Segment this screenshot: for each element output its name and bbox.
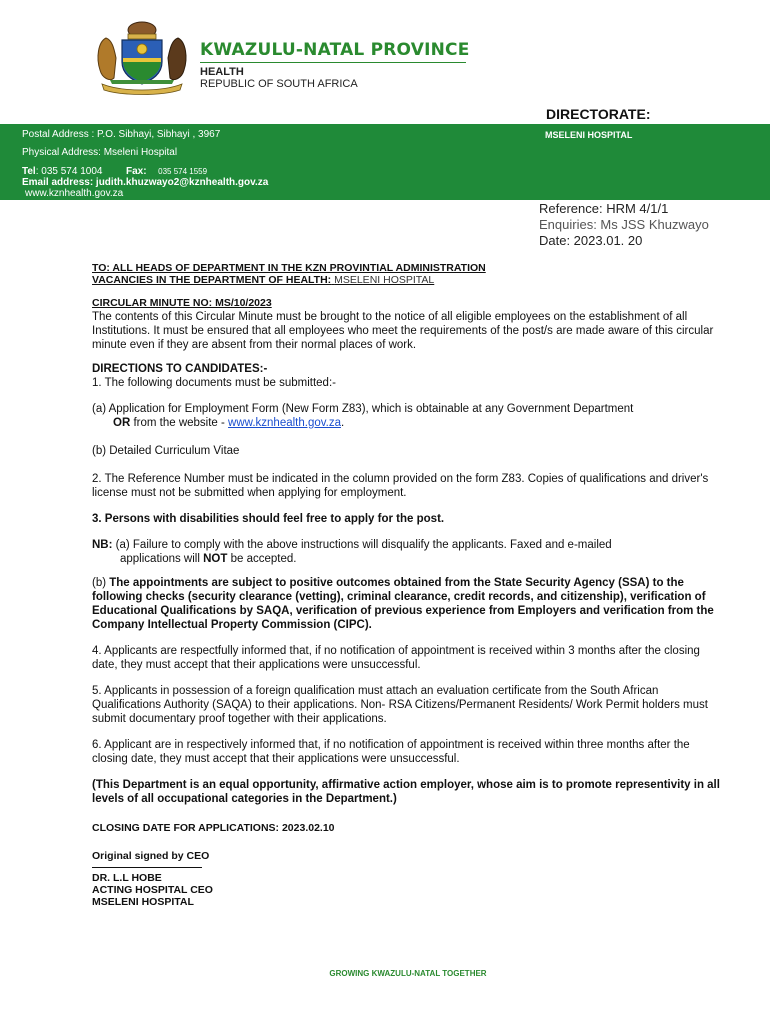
nb-text-2a: applications will	[120, 553, 204, 565]
letterhead-brand	[200, 40, 470, 90]
shield-green-base	[123, 62, 161, 82]
email-address: Email address: judith.khuzwayo2@kznhealth.gov.za	[22, 177, 269, 188]
vacancies-line	[92, 274, 724, 286]
directorate-label: DIRECTORATE:	[546, 106, 651, 122]
item-b-vetting	[92, 576, 724, 632]
circular-number: CIRCULAR MINUTE NO: MS/10/2023	[92, 297, 272, 309]
signature-line	[92, 862, 202, 868]
addressee-line: TO: ALL HEADS OF DEPARTMENT IN THE KZN PROVINTIAL ADMINISTRATION	[92, 262, 486, 274]
vacancies-hospital: MSELENI HOSPITAL	[334, 274, 435, 286]
department-name: HEALTH	[200, 66, 244, 78]
country-name: REPUBLIC OF SOUTH AFRICA	[200, 78, 358, 90]
signatory-name: DR. L.L HOBE	[92, 872, 162, 884]
point-4: 4. Applicants are respectfully informed that, if no notification of appointment is received within 3 months after the closing date, they must accept that their applications were unsuccessful.	[92, 645, 700, 671]
nb-line	[92, 538, 724, 552]
nb-line-2	[92, 552, 724, 566]
website[interactable]: www.kznhealth.gov.za	[25, 188, 124, 199]
item-a-end: .	[340, 417, 345, 429]
directions-heading: DIRECTIONS TO CANDIDATES:-	[92, 363, 268, 375]
kznhealth-link[interactable]: www.kznhealth.gov.za	[228, 417, 341, 429]
letter-date: Date: 2023.01. 20	[539, 233, 643, 248]
crest-band	[128, 34, 156, 39]
point-3: 3. Persons with disabilities should feel free to apply for the post.	[92, 513, 445, 525]
circular-body	[92, 262, 724, 908]
contact-band	[0, 124, 770, 200]
vacancies-text: VACANCIES IN THE DEPARTMENT OF HEALTH:	[92, 274, 332, 286]
wildebeest-supporter	[168, 38, 186, 80]
signatory-org: MSELENI HOSPITAL	[92, 896, 194, 908]
physical-address: Physical Address: Mseleni Hospital	[22, 147, 178, 158]
crest-grass	[110, 80, 174, 84]
enquiries: Enquiries: Ms JSS Khuzwayo	[539, 217, 709, 232]
directorate-hospital: MSELENI HOSPITAL	[545, 130, 633, 140]
signed-by: Original signed by CEO	[92, 850, 210, 862]
intro-paragraph: The contents of this Circular Minute must be brought to the notice of all eligible employees on the establishment of all Institutions. It must be ensured that all employees who meet the requirements of the post/s are made aware of this circular minute even if they are absent from their normal places of work.	[92, 311, 714, 351]
fax-label: Fax:	[126, 166, 147, 177]
brand-divider	[200, 62, 466, 63]
lion-supporter	[98, 38, 116, 80]
tel-value: : 035 574 1004	[35, 166, 103, 177]
shield-stripe	[123, 58, 161, 62]
reference-block	[539, 201, 709, 249]
point-6: 6. Applicant are in respectively informed that, if no notification of appointment is received within three months after the closing date, they must accept that their applications were unsuccessful.	[92, 739, 690, 765]
footer-slogan	[0, 969, 770, 978]
kzn-coat-of-arms-logo	[92, 18, 192, 96]
item-a-from: from the website -	[130, 417, 229, 429]
tel-fax-line	[22, 166, 207, 177]
closing-date: CLOSING DATE FOR APPLICATIONS: 2023.02.10	[92, 822, 335, 834]
tel-label: Tel	[22, 166, 36, 177]
item-a-line: (a) Application for Employment Form (New Form Z83), which is obtainable at any Government Department	[92, 403, 634, 415]
equal-opportunity-statement: (This Department is an equal opportunity, affirmative action employer, whose aim is to promote representivity in all levels of all occupational categories in the Department.)	[92, 779, 720, 805]
signatory-title: ACTING HOSPITAL CEO	[92, 884, 213, 896]
item-b-vetting-text: The appointments are subject to positive outcomes obtained from the State Security Agency (SSA) to the following checks (security clearance (vetting), criminal clearance, credit records, and citizenship), verification of Educational Qualifications by SAQA, verification of previous experience from Employers and verification from the Company Intellectual Property Commission (CIPC).	[92, 577, 714, 631]
directions-item-1: 1. The following documents must be submitted:-	[92, 377, 336, 389]
item-a-website-line	[92, 416, 724, 430]
reference-number: Reference: HRM 4/1/1	[539, 201, 669, 216]
nb-label: NB:	[92, 539, 113, 551]
nb-text-2b: be accepted.	[227, 553, 297, 565]
point-5: 5. Applicants in possession of a foreign qualification must attach an evaluation certificate from the South African Qualifications Authority (SAQA) to their applications. Non- RSA Citizens/Permanent Residents/ Work Permit holders must submit documentary proof together with their applications.	[92, 685, 708, 725]
footer-slogan-text: GROWING KWAZULU-NATAL TOGETHER	[329, 969, 487, 978]
item-a-or: OR	[113, 417, 131, 429]
item-b-prefix: (b)	[92, 577, 110, 589]
nb-text: (a) Failure to comply with the above instructions will disqualify the applicants. Faxed and e-mailed	[112, 539, 612, 551]
fax-value: 035 574 1559	[158, 167, 208, 176]
item-b-cv: (b) Detailed Curriculum Vitae	[92, 445, 240, 457]
province-name: KWAZULU-NATAL PROVINCE	[200, 40, 470, 60]
nb-not: NOT	[203, 553, 228, 565]
motto-scroll	[102, 84, 182, 95]
point-2: 2. The Reference Number must be indicated in the column provided on the form Z83. Copies of qualifications and driver's license must not be submitted when applying for employment.	[92, 473, 709, 499]
postal-address: Postal Address : P.O. Sibhayi, Sibhayi , 3967	[22, 129, 221, 140]
shield-emblem	[137, 44, 147, 54]
